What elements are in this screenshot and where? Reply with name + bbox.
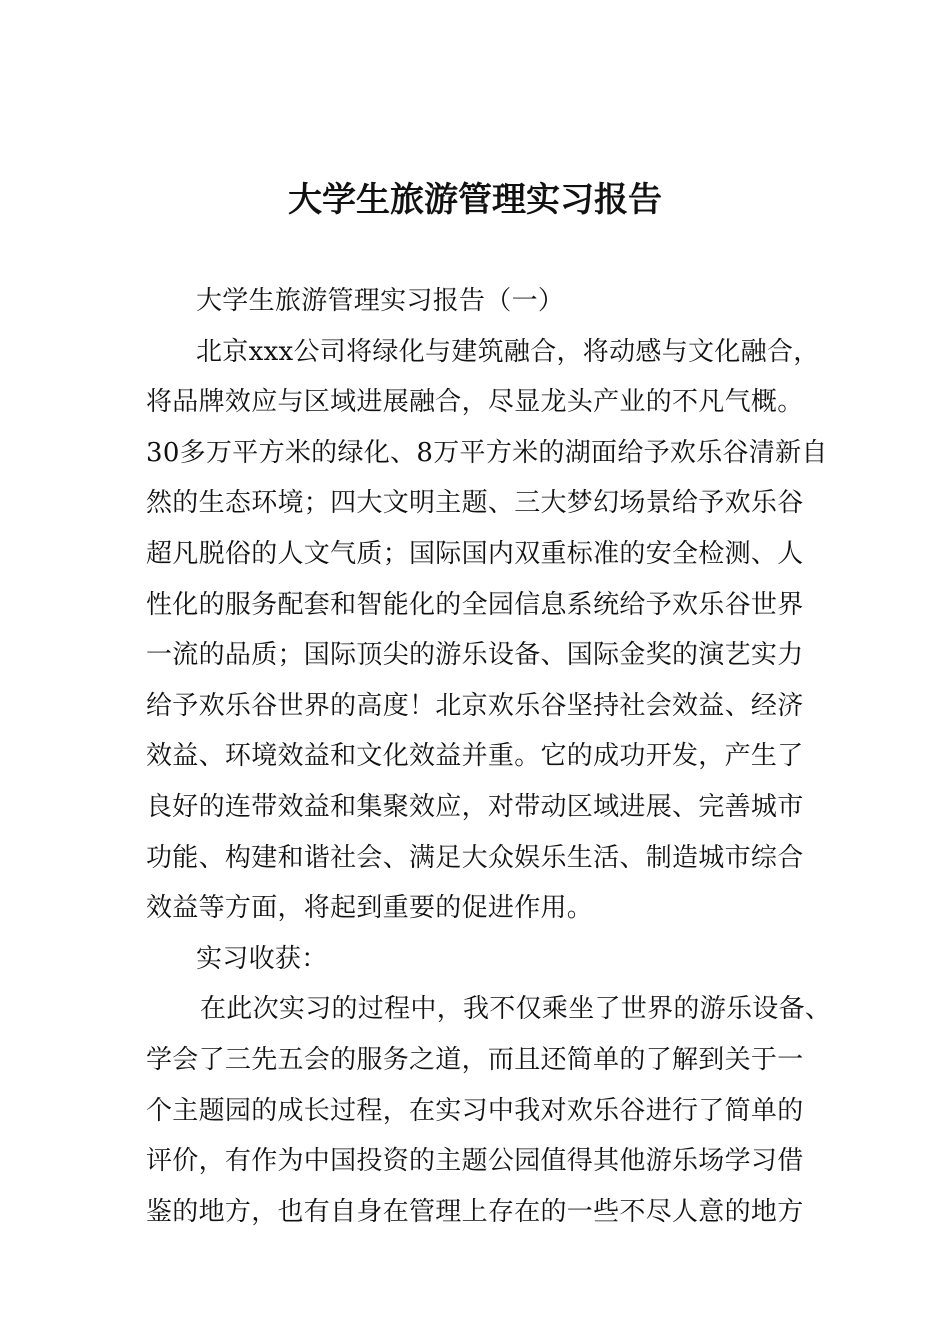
paragraph-line: 超凡脱俗的人文气质；国际国内双重标准的安全检测、人 [146, 538, 804, 569]
document-body [146, 276, 832, 1237]
paragraph-line: 效益等方面，将起到重要的促进作用。 [146, 893, 594, 924]
paragraph-line: 30多万平方米的绿化、8万平方米的湖面给予欢乐谷清新自 [146, 437, 828, 468]
paragraph-line: 性化的服务配套和智能化的全园信息系统给予欢乐谷世界 [146, 589, 804, 620]
paragraph-line: 将品牌效应与区域进展融合，尽显龙头产业的不凡气概。 [146, 387, 804, 418]
paragraph-line: 功能、构建和谐社会、满足大众娱乐生活、制造城市综合 [146, 842, 804, 873]
section-heading: 实习收获： [196, 943, 328, 974]
paragraph-line: 鉴的地方，也有自身在管理上存在的一些不尽人意的地方 [146, 1196, 804, 1227]
section-heading: 大学生旅游管理实习报告（一） [196, 286, 565, 316]
paragraph-line: 然的生态环境；四大文明主题、三大梦幻场景给予欢乐谷 [146, 488, 804, 519]
paragraph-line: 效益、环境效益和文化效益并重。它的成功开发，产生了 [146, 741, 804, 772]
paragraph-line: 评价，有作为中国投资的主题公园值得其他游乐场学习借 [146, 1146, 804, 1177]
document-title: 大学生旅游管理实习报告 [288, 180, 662, 220]
paragraph-line: 良好的连带效益和集聚效应，对带动区域进展、完善城市 [146, 791, 804, 822]
paragraph-line: 北京xxx公司将绿化与建筑融合，将动感与文化融合， [196, 336, 820, 367]
paragraph-line: 给予欢乐谷世界的高度！北京欢乐谷坚持社会效益、经济 [146, 690, 804, 721]
paragraph-line: 一流的品质；国际顶尖的游乐设备、国际金奖的演艺实力 [146, 640, 804, 671]
paragraph-line: 在此次实习的过程中，我不仅乘坐了世界的游乐设备、 [200, 994, 832, 1025]
paragraph-line: 学会了三先五会的服务之道，而且还简单的了解到关于一 [146, 1044, 804, 1075]
paragraph-line: 个主题园的成长过程，在实习中我对欢乐谷进行了简单的 [146, 1095, 804, 1126]
